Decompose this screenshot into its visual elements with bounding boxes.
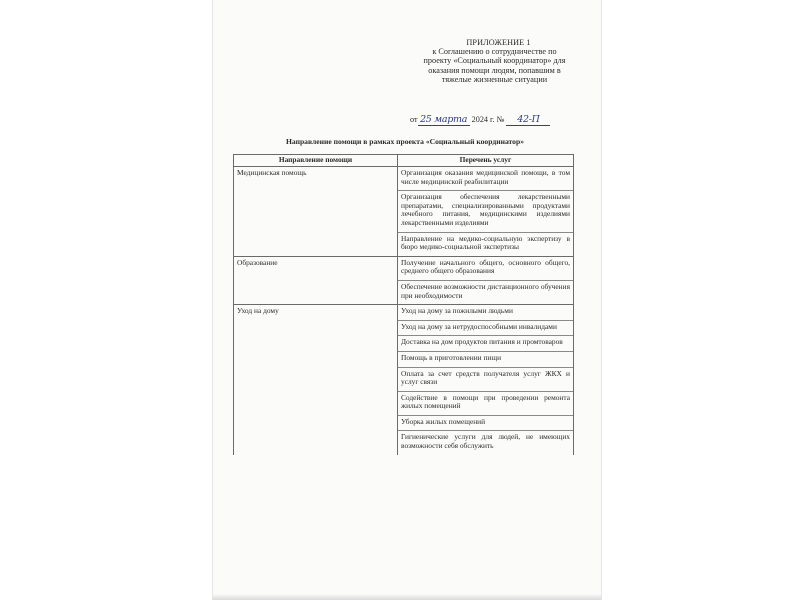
header-direction: Направление помощи [234, 155, 398, 167]
service-item: Получение начального общего, основного общего, среднего общего образования [398, 257, 573, 281]
document-heading: Направление помощи в рамках проекта «Социальный координатор» [285, 137, 524, 146]
service-item: Обеспечение возможности дистанционного обучения при необходимости [401, 281, 570, 300]
service-item: Организация обеспечения лекарственными препаратами, специализированными продуктами лечебного питания, медицинскими изделиями лекарственными изделиями [398, 191, 573, 232]
date-prefix: от [410, 115, 418, 124]
services-table [233, 154, 574, 455]
service-item: Организация оказания медицинской помощи, в том числе медицинской реабилитации [398, 167, 573, 191]
service-item: Уход на дому за нетрудоспособными инвалидами [398, 321, 573, 337]
date-year: 2024 г. № [471, 115, 505, 124]
table-row [234, 305, 574, 455]
service-item: Оплата за счет средств получателя услуг ЖКХ и услуг связи [398, 368, 573, 392]
direction-cell: Уход на дому [234, 305, 398, 455]
table-row [234, 256, 574, 304]
header-services: Перечень услуг [398, 155, 574, 167]
direction-cell: Медицинская помощь [234, 167, 398, 257]
service-item: Помощь в приготовлении пищи [398, 352, 573, 368]
scan-edge [213, 594, 601, 600]
appendix-line: тяжелые жизненные ситуации [441, 74, 548, 84]
appendix-block [412, 38, 577, 84]
service-item: Уход на дому за пожилыми людьми [398, 305, 573, 321]
appendix-line: проекту «Социальный координатор» для [423, 56, 566, 66]
services-cell [398, 256, 574, 304]
service-item: Направление на медико-социальную экспертизу в бюро медико-социальной экспертизы [401, 233, 570, 252]
service-item: Уборка жилых помещений [398, 416, 573, 432]
service-item: Доставка на дом продуктов питания и промтоваров [398, 336, 573, 352]
table-row [234, 167, 574, 257]
table-header-row [234, 155, 574, 167]
services-cell [398, 305, 574, 455]
service-item: Гигиенические услуги для людей, не имеющих возможности себя обслужить [401, 432, 570, 451]
services-cell [398, 167, 574, 257]
service-item: Содействие в помощи при проведении ремонта жилых помещений [398, 392, 573, 416]
appendix-line: к Соглашению о сотрудничестве по [432, 47, 557, 57]
agreement-date-line [410, 114, 580, 126]
direction-cell: Образование [234, 256, 398, 304]
appendix-line: оказания помощи людям, попавшим в [428, 65, 561, 75]
handwritten-date: 25 марта [420, 114, 468, 125]
appendix-title: ПРИЛОЖЕНИЕ 1 [466, 38, 531, 47]
handwritten-number: 42-П [517, 114, 540, 125]
